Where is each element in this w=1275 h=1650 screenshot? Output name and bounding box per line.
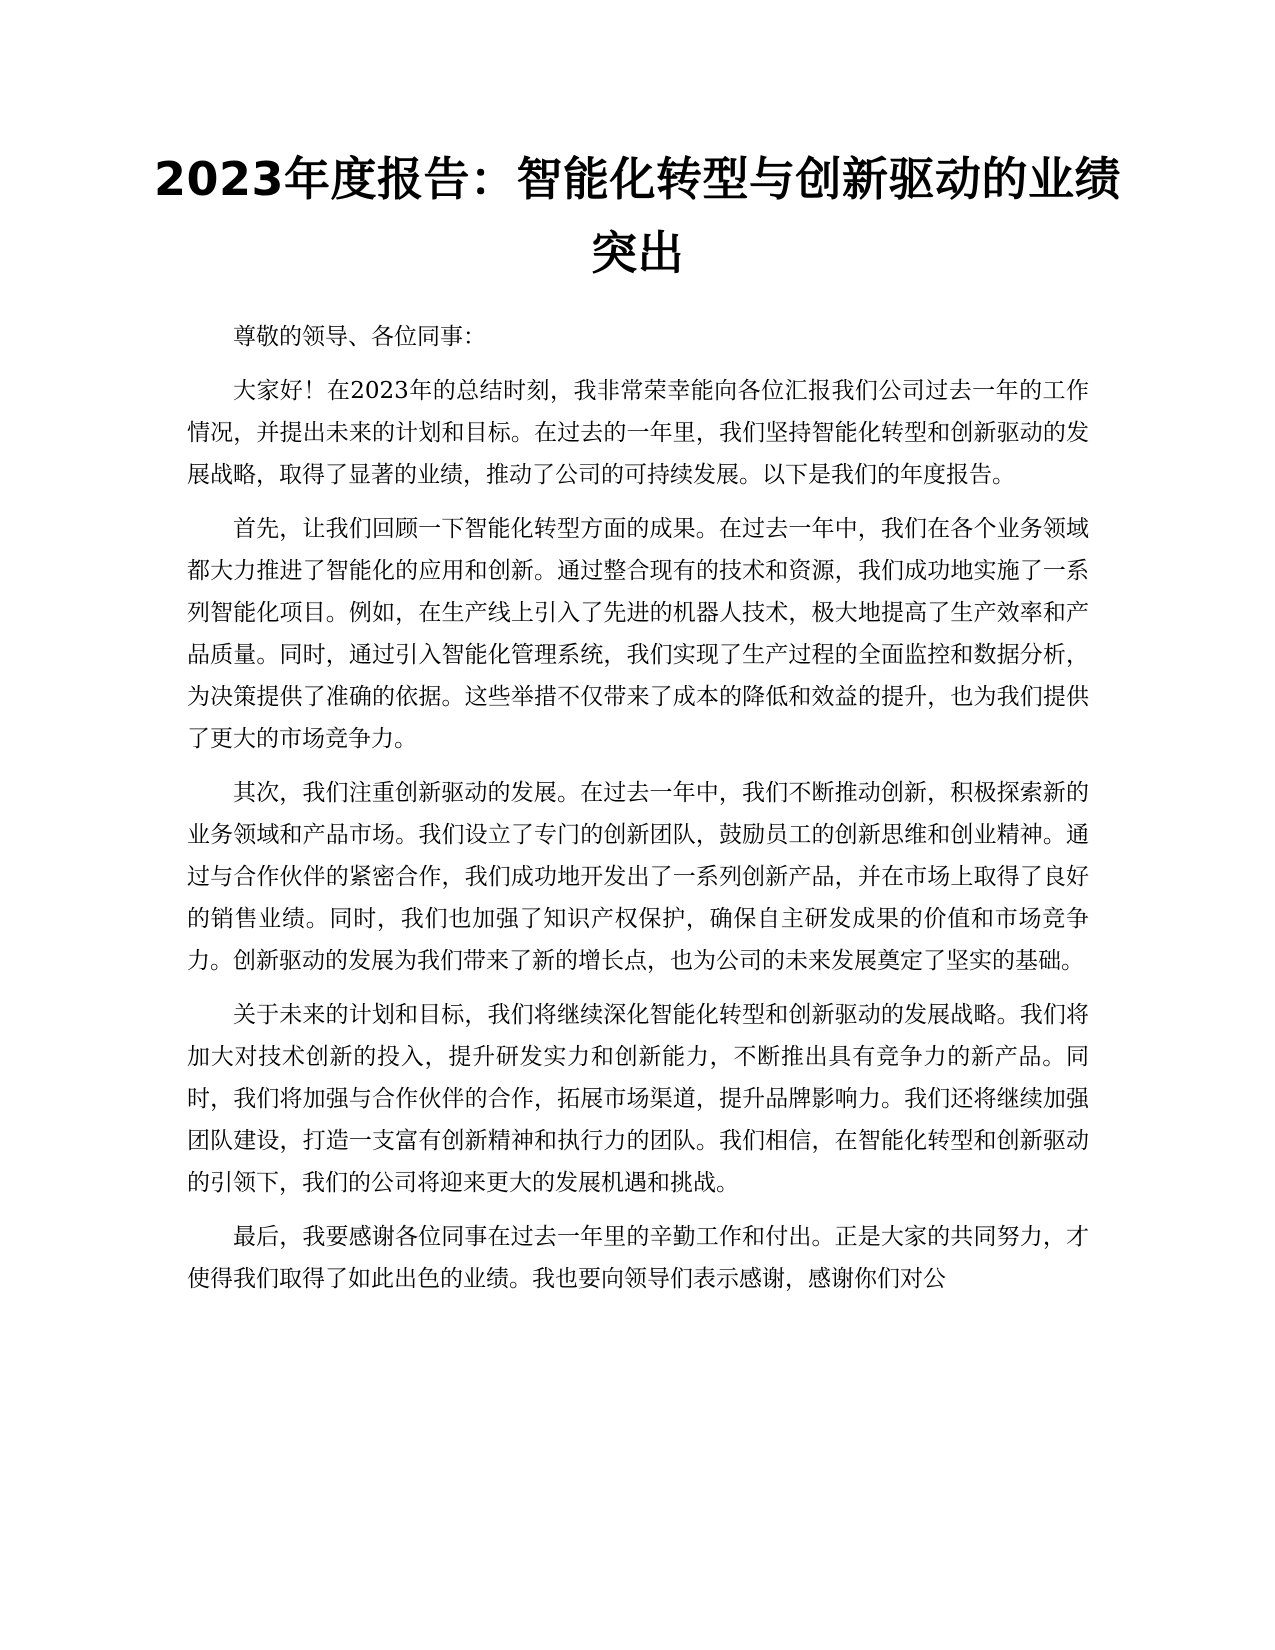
paragraph-thanks: 最后，我要感谢各位同事在过去一年里的辛勤工作和付出。正是大家的共同努力，才使得我们取得了如此出色的业绩。我也要向领导们表示感谢，感谢你们对公: [187, 1224, 1089, 1292]
document-title: 2023年度报告：智能化转型与创新驱动的业绩突出: [153, 152, 1122, 280]
paragraph-future-plans: 关于未来的计划和目标，我们将继续深化智能化转型和创新驱动的发展战略。我们将加大对技术创新的投入，提升研发实力和创新能力，不断推出具有竞争力的新产品。同时，我们将加强与合作伙伴的合作，拓展市场渠道，提升品牌影响力。我们还将继续加强团队建设，打造一支富有创新精神和执行力的团队。我们相信，在智能化转型和创新驱动的引领下，我们的公司将迎来更大的发展机遇和挑战。: [187, 1002, 1089, 1196]
salutation: 尊敬的领导、各位同事：: [233, 324, 486, 350]
paragraph-innovation: 其次，我们注重创新驱动的发展。在过去一年中，我们不断推动创新，积极探索新的业务领域和产品市场。我们设立了专门的创新团队，鼓励员工的创新思维和创业精神。通过与合作伙伴的紧密合作，我们成功地开发出了一系列创新产品，并在市场上取得了良好的销售业绩。同时，我们也加强了知识产权保护，确保自主研发成果的价值和市场竞争力。创新驱动的发展为我们带来了新的增长点，也为公司的未来发展奠定了坚实的基础。: [187, 780, 1089, 974]
paragraph-intro: 大家好！在2023年的总结时刻，我非常荣幸能向各位汇报我们公司过去一年的工作情况，并提出未来的计划和目标。在过去的一年里，我们坚持智能化转型和创新驱动的发展战略，取得了显著的业绩，推动了公司的可持续发展。以下是我们的年度报告。: [187, 378, 1089, 488]
paragraph-intelligent-transformation: 首先，让我们回顾一下智能化转型方面的成果。在过去一年中，我们在各个业务领域都大力推进了智能化的应用和创新。通过整合现有的技术和资源，我们成功地实施了一系列智能化项目。例如，在生产线上引入了先进的机器人技术，极大地提高了生产效率和产品质量。同时，通过引入智能化管理系统，我们实现了生产过程的全面监控和数据分析，为决策提供了准确的依据。这些举措不仅带来了成本的降低和效益的提升，也为我们提供了更大的市场竞争力。: [187, 516, 1089, 752]
document-body: [187, 316, 1089, 1312]
